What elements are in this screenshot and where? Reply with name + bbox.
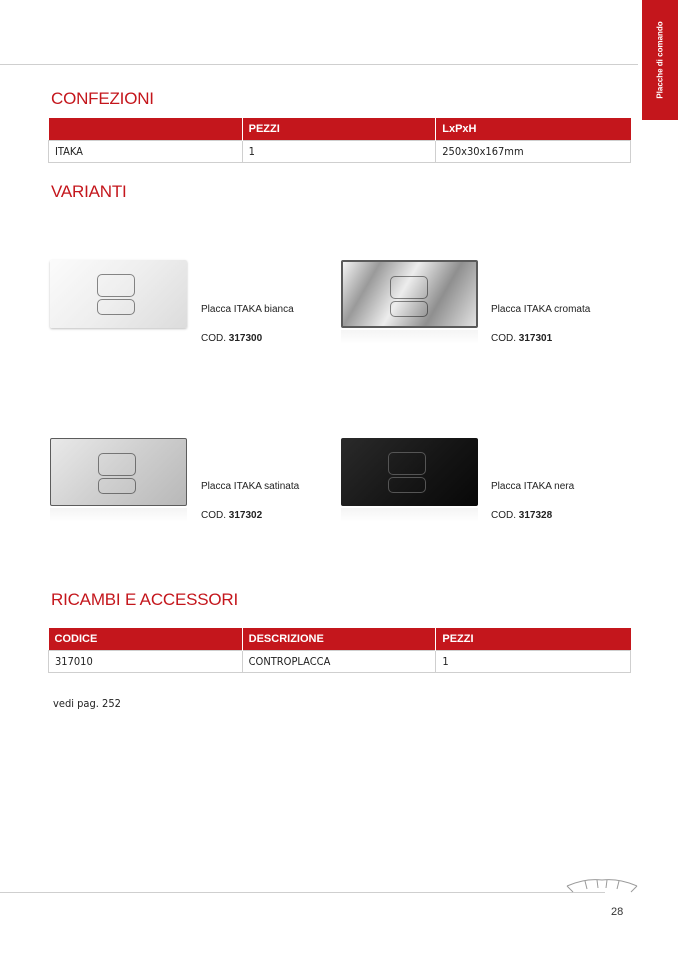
variant-image-black-plate bbox=[339, 416, 489, 526]
table-header-row bbox=[49, 118, 631, 140]
side-tab-label: Placche di comando bbox=[655, 21, 665, 99]
cell-codice: 317010 bbox=[49, 650, 243, 672]
column-header-pezzi: PEZZI bbox=[436, 628, 631, 650]
ricambi-title: RICAMBI E ACCESSORI bbox=[51, 590, 239, 609]
variant-name: Placca ITAKA bianca bbox=[201, 304, 294, 315]
variant-image-satin-plate bbox=[48, 416, 198, 526]
variant-code: COD. 317301 bbox=[491, 333, 553, 344]
page-number: 28 bbox=[611, 906, 624, 918]
variant-name: Placca ITAKA nera bbox=[491, 481, 575, 492]
confezioni-table bbox=[48, 118, 631, 163]
cell-descrizione: CONTROPLACCA bbox=[242, 650, 436, 672]
variant-code-number: 317302 bbox=[228, 510, 263, 521]
variant-image-chrome-plate bbox=[339, 238, 489, 348]
decorative-wave-icon bbox=[565, 874, 639, 896]
ricambi-table bbox=[48, 628, 631, 673]
page-reference-note: vedi pag. 252 bbox=[53, 697, 121, 710]
variant-code-number: 317328 bbox=[518, 510, 553, 521]
table-row bbox=[49, 650, 631, 672]
cell-pezzi: 1 bbox=[436, 650, 631, 672]
column-header-dimensions: LxPxH bbox=[436, 118, 631, 140]
variant-code: COD. 317302 bbox=[201, 510, 263, 521]
variant-code: COD. 317300 bbox=[201, 333, 263, 344]
variant-image-white-plate bbox=[48, 238, 198, 348]
column-header bbox=[49, 118, 243, 140]
variant-name: Placca ITAKA cromata bbox=[491, 304, 591, 315]
bottom-divider bbox=[0, 892, 605, 893]
section-side-tab[interactable] bbox=[642, 0, 678, 120]
variant-code-number: 317300 bbox=[228, 333, 263, 344]
column-header-descrizione: DESCRIZIONE bbox=[242, 628, 436, 650]
top-divider bbox=[0, 64, 638, 65]
variant-name: Placca ITAKA satinata bbox=[201, 481, 300, 492]
table-header-row bbox=[49, 628, 631, 650]
cell-product: ITAKA bbox=[49, 140, 243, 162]
variant-code: COD. 317328 bbox=[491, 510, 553, 521]
column-header-codice: CODICE bbox=[49, 628, 243, 650]
table-row bbox=[49, 140, 631, 162]
varianti-title: VARIANTI bbox=[51, 182, 127, 201]
confezioni-title: CONFEZIONI bbox=[51, 89, 154, 108]
variant-code-number: 317301 bbox=[518, 333, 553, 344]
cell-pezzi: 1 bbox=[242, 140, 436, 162]
column-header-pezzi: PEZZI bbox=[242, 118, 436, 140]
cell-dimensions: 250x30x167mm bbox=[436, 140, 631, 162]
